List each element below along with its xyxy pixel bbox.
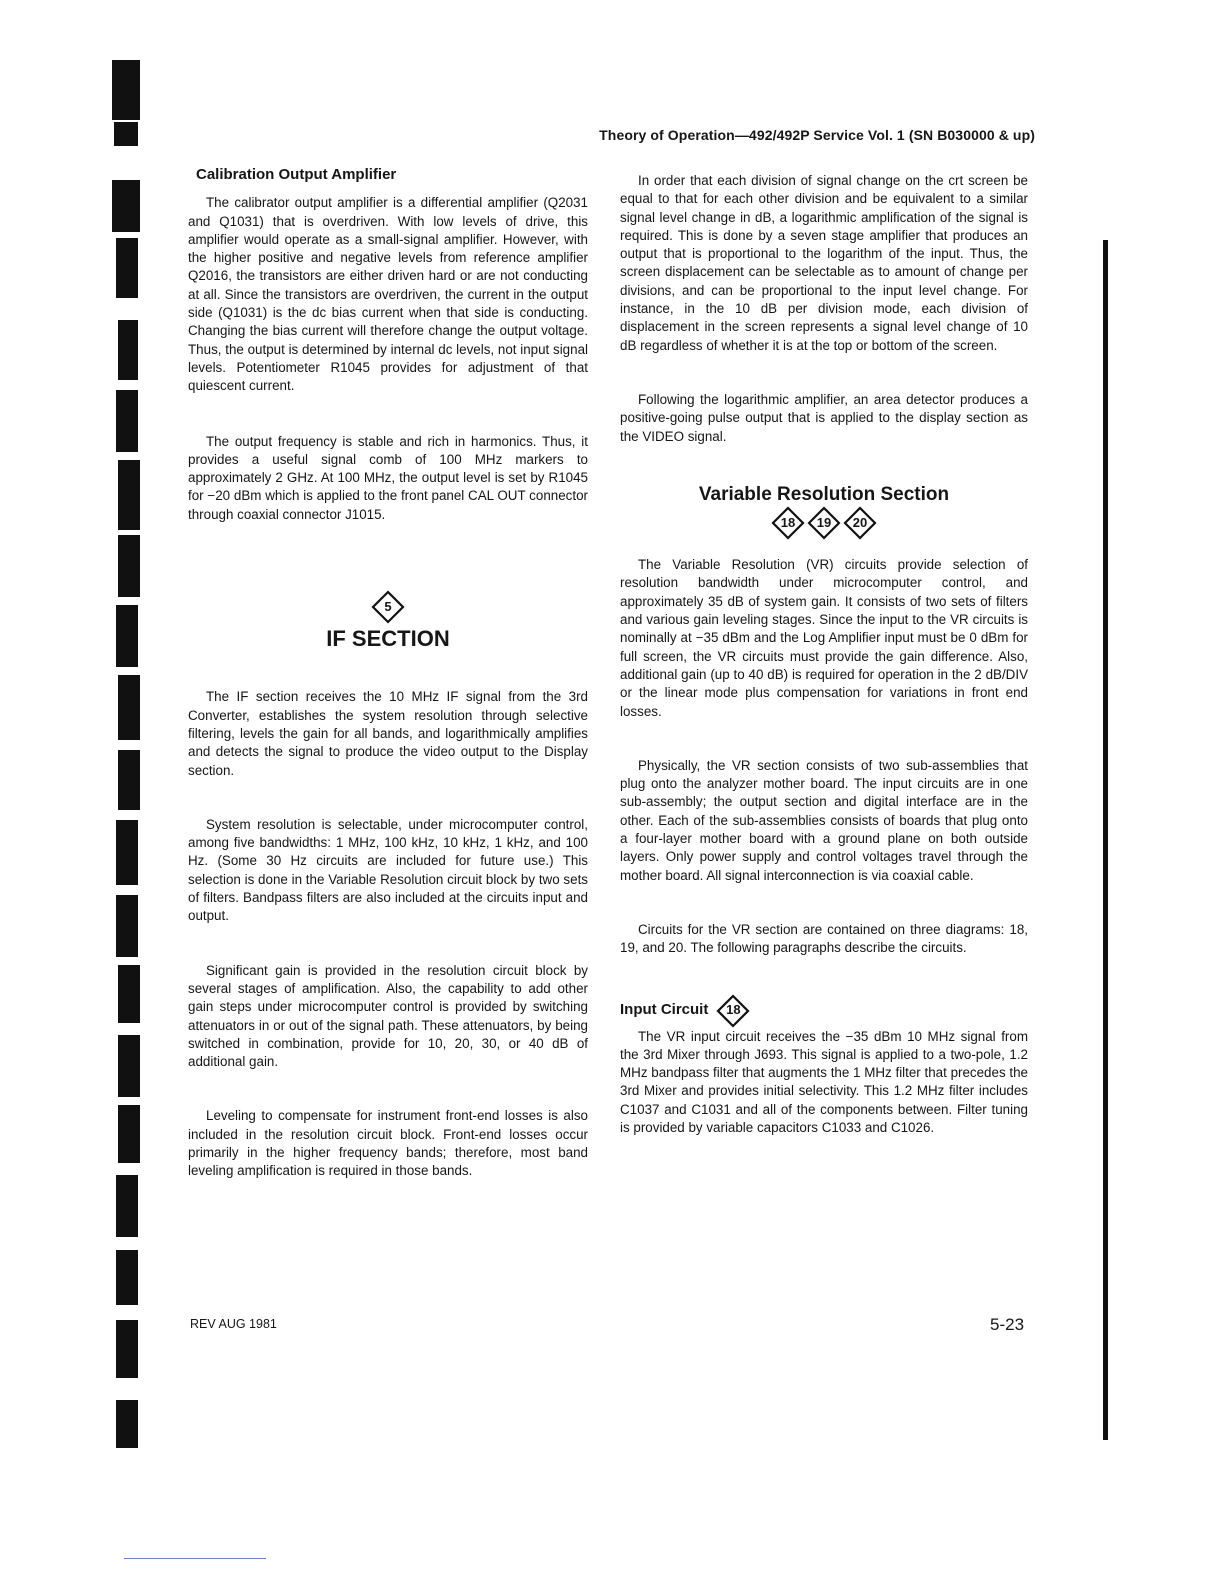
if-section-heading-block — [188, 590, 588, 652]
page-edge-rule — [1103, 240, 1108, 1440]
left-column — [188, 166, 588, 1181]
right-column — [620, 172, 1028, 1137]
scan-artifact-line — [124, 1558, 266, 1559]
diagram-number: 5 — [384, 598, 392, 614]
paragraph: The IF section receives the 10 MHz IF signal from the 3rd Converter, establishes the system resolution through selective filtering, levels the gain for all bands, and logarithmically amplifies and detects the signal to produce the video output to the Display section. — [188, 689, 588, 778]
input-circuit-heading: Input Circuit — [620, 1001, 709, 1019]
diagram-number-diamond-icon — [716, 994, 750, 1028]
diagram-number-diamond-icon — [771, 506, 805, 540]
page-number: 5-23 — [990, 1315, 1025, 1334]
diagram-number: 18 — [780, 515, 796, 530]
diagram-number-diamond-icon — [843, 506, 877, 540]
calibration-heading: Calibration Output Amplifier — [196, 166, 397, 183]
paragraph: In order that each division of signal change on the crt screen be equal to that for each other division and be equivalent to a similar signal level change in dB, a logarithmic amplification of the signal is required. This is done by a seven stage amplifier that produces an output that is proportional to the logarithm of the input. Thus, the screen displacement can be selectable as to amount of change per divisions, and can be proportional to the input level change. For instance, in the 10 dB per division mode, each division of displacement in the screen represents a signal level change of 10 dB regardless of whether it is at the top or bottom of the screen. — [620, 173, 1028, 353]
vr-section-heading-block — [620, 483, 1028, 540]
if-section-heading: IF SECTION — [326, 626, 450, 652]
vr-section-heading: Variable Resolution Section — [698, 483, 950, 505]
vr-diagram-numbers — [620, 506, 1028, 540]
paragraph: The VR input circuit receives the −35 dBm 10 MHz signal from the 3rd Mixer through J693. This signal is applied to a two-pole, 1.2 MHz bandpass filter that augments the 1 MHz filter that precedes the 3rd Mixer and provides initial selectivity. This 1.2 MHz filter includes C1037 and C1031 and all of the components between. Filter tuning is provided by variable capacitors C1033 and C1026. — [620, 1028, 1028, 1135]
diagram-number: 20 — [852, 515, 868, 530]
paragraph: Significant gain is provided in the resolution circuit block by several stages of amplification. Also, the capability to add other gain steps under microcomputer control is provided by switching attenuators in or out of the signal path. These attenuators, by being switched in combination, provide for 10, 20, 30, or 40 dB of additional gain. — [188, 962, 588, 1070]
page-edge-tabs — [112, 60, 142, 1460]
paragraph: System resolution is selectable, under microcomputer control, among five bandwidths: 1 MHz, 100 kHz, 10 kHz, 1 kHz, and 100 Hz. (Some 30 Hz circuits are included for future use.) This selection is done in the Variable Resolution circuit block by two sets of filters. Bandpass filters are also included at the circuits input and output. — [188, 816, 588, 924]
paragraph: Following the logarithmic amplifier, an area detector produces a positive-going pulse output that is applied to the display section as the VIDEO signal. — [620, 391, 1028, 444]
diagram-number: 18 — [726, 1002, 741, 1018]
revision-date: REV AUG 1981 — [190, 1317, 277, 1331]
diagram-number-diamond-icon — [807, 506, 841, 540]
paragraph: The calibrator output amplifier is a differential amplifier (Q2031 and Q1031) that is overdriven. With low levels of drive, this amplifier would operate as a small-signal amplifier. However, with the higher positive and negative levels from reference amplifier Q2016, the transistors are either driven hard or are not conducting at all. Since the transistors are overdriven, the current in the output side (Q1031) is the dc bias current when that side is conducting. Changing the bias current will therefore change the output voltage. Thus, the output is determined by internal dc levels, not input signal levels. Potentiometer R1045 provides for adjustment of that quiescent current. — [188, 195, 588, 394]
diagram-number-diamond-icon — [371, 590, 405, 624]
page-header: Theory of Operation—492/492P Service Vol. 1 (SN B030000 & up) — [599, 127, 1035, 143]
paragraph: Physically, the VR section consists of two sub-assemblies that plug onto the analyzer mother board. The input circuits are in one sub-assembly; the output section and digital interface are in the other. Each of the sub-assemblies consists of boards that plug onto a four-layer mother board with a ground plane on both outside layers. Only power supply and control voltages travel through the mother board. All signal interconnection is via coaxial cable. — [620, 757, 1028, 883]
paragraph: The output frequency is stable and rich in harmonics. Thus, it provides a useful signal comb of 100 MHz markers to approximately 2 GHz. At 100 MHz, the output level is set by R1045 for −20 dBm which is applied to the front panel CAL OUT connector through coaxial connector J1015. — [188, 433, 588, 522]
paragraph: The Variable Resolution (VR) circuits provide selection of resolution bandwidth under microcomputer control, and approximately 35 dB of system gain. It consists of two sets of filters and various gain leveling stages. Since the input to the VR circuits is nominally at −35 dBm and the Log Amplifier input must be 0 dBm for full screen, the VR circuits must provide the gain difference. Also, additional gain (up to 40 dB) is required for operation in the 2 dB/DIV or the linear mode plus compensation for variations in front end losses. — [620, 557, 1028, 719]
paragraph: Circuits for the VR section are contained on three diagrams: 18, 19, and 20. The following paragraphs describe the circuits. — [620, 921, 1028, 956]
paragraph: Leveling to compensate for instrument front-end losses is also included in the resolution circuit block. Front-end losses occur primarily in the higher frequency bands; therefore, most band leveling amplification is required in those bands. — [188, 1108, 588, 1179]
input-circuit-heading-row — [620, 994, 1028, 1028]
diagram-number: 19 — [816, 515, 832, 530]
